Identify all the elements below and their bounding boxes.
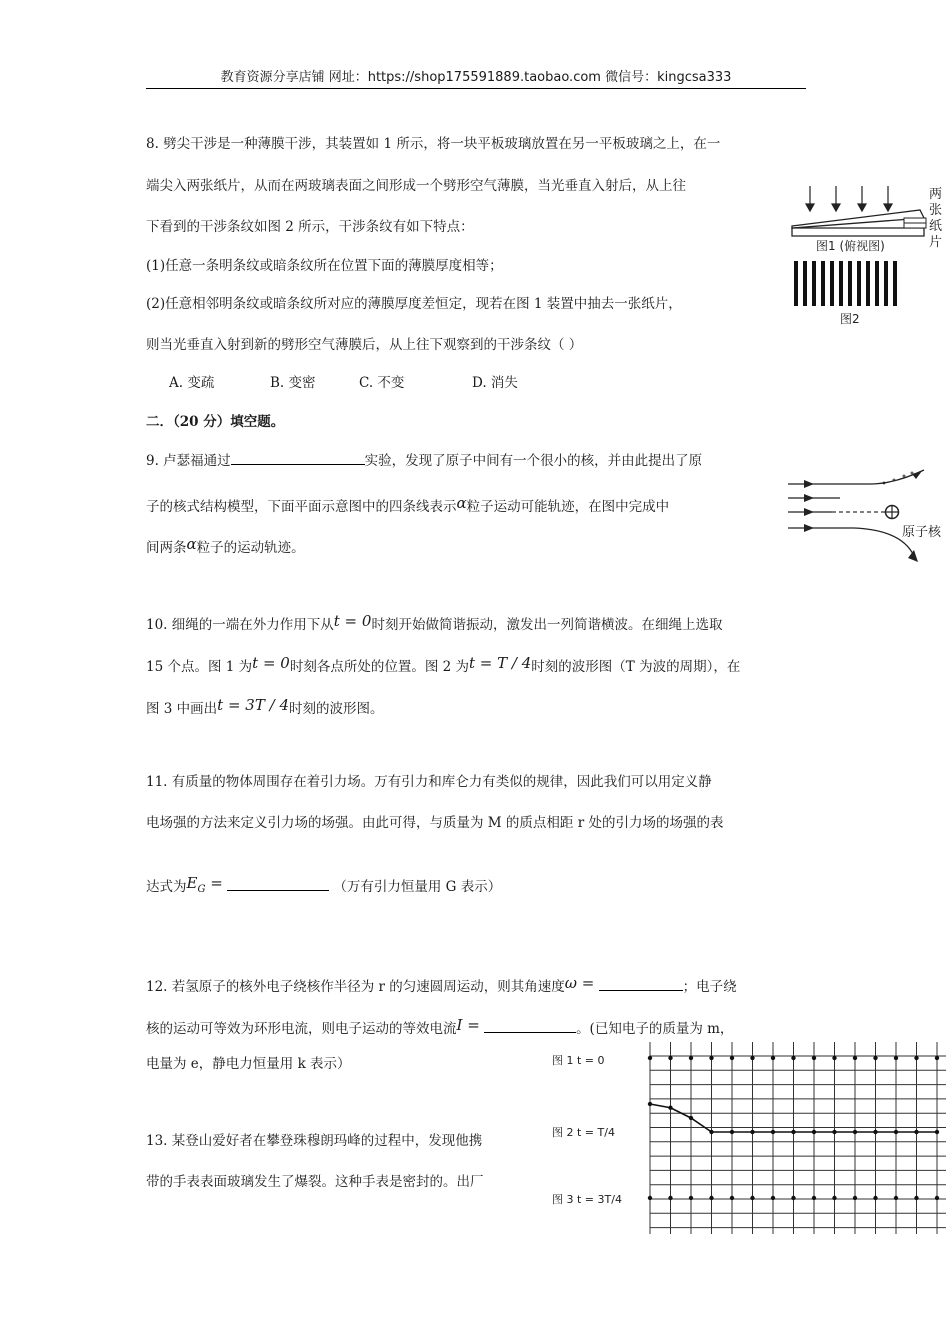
string-point	[709, 1056, 713, 1060]
string-point	[832, 1056, 836, 1060]
alpha-scattering-figure	[784, 468, 950, 572]
option-b: B. 变密	[270, 375, 316, 391]
string-point	[750, 1130, 754, 1134]
fig2-caption: 图2	[840, 312, 860, 326]
fig1-side-label: 两	[929, 187, 943, 202]
section-title: 二．（20 分）填空题。	[146, 414, 285, 430]
string-point	[791, 1196, 795, 1200]
q12-text: ；电子绕	[682, 979, 737, 995]
q10-line1	[146, 611, 722, 635]
string-point	[730, 1130, 734, 1134]
q10-text: 图 3 中画出	[146, 701, 218, 717]
string-point	[853, 1196, 857, 1200]
q8-line5: (2)任意相邻明条纹或暗条纹所对应的薄膜厚度差恒定，现若在图 1 装置中抽去一张纸片，	[146, 296, 682, 312]
string-point	[648, 1102, 652, 1106]
string-point	[812, 1130, 816, 1134]
string-point	[730, 1056, 734, 1060]
q8-line3: 下看到的干涉条纹如图 2 所示，干涉条纹有如下特点：	[146, 219, 474, 235]
string-point	[832, 1130, 836, 1134]
q12-line1	[146, 973, 737, 997]
q12-line3: 电量为 e，静电力恒量用 k 表示）	[146, 1056, 351, 1072]
alpha-symbol: α	[456, 494, 467, 512]
string-point	[853, 1056, 857, 1060]
page-header: 教育资源分享店铺 网址：https://shop175591889.taobao.com 微信号：kingcsa333	[146, 68, 806, 89]
math-current: I =	[456, 1016, 480, 1034]
q9-text: 粒子的运动轨迹。	[196, 540, 305, 556]
string-point	[914, 1056, 918, 1060]
string-point	[668, 1106, 672, 1110]
q12-text: 核的运动可等效为环形电流，则电子运动的等效电流	[146, 1021, 457, 1037]
q8-line2: 端尖入两张纸片，从而在两玻璃表面之间形成一个劈形空气薄膜，当光垂直入射后，从上往	[146, 178, 686, 194]
fig-label-3: 图 3 t = 3T/4	[552, 1193, 622, 1206]
q8-line4: (1)任意一条明条纹或暗条纹所在位置下面的薄膜厚度相等；	[146, 258, 503, 274]
string-point	[914, 1196, 918, 1200]
answer-blank[interactable]	[484, 1020, 576, 1033]
string-point	[935, 1130, 939, 1134]
option-c: C. 不变	[359, 375, 405, 391]
wedge-interference-figure	[788, 180, 948, 330]
answer-blank[interactable]	[599, 978, 683, 991]
math-omega: ω =	[564, 974, 595, 992]
string-point	[689, 1116, 693, 1120]
q11-line2: 电场强的方法来定义引力场的场强。由此可得，与质量为 M 的质点相距 r 处的引力场的场强的表	[146, 815, 724, 831]
string-point	[730, 1196, 734, 1200]
q9-text: 间两条	[146, 540, 187, 556]
option-d: D. 消失	[472, 375, 518, 391]
string-point	[935, 1056, 939, 1060]
q9-text: 子的核式结构模型，下面平面示意图中的四条线表示	[146, 499, 457, 515]
q10-text: 时刻的波形图（T 为波的周期），在	[531, 659, 741, 675]
fig-label-1: 图 1 t = 0	[552, 1054, 605, 1067]
q13-line2: 带的手表表面玻璃发生了爆裂。这种手表是密封的。出厂	[146, 1174, 484, 1190]
string-point	[689, 1196, 693, 1200]
q9-text: 9. 卢瑟福通过	[146, 453, 231, 469]
string-point	[791, 1130, 795, 1134]
math-tT4: t = T / 4	[469, 654, 532, 672]
q9-line3	[146, 534, 305, 558]
q11-line3	[146, 873, 501, 900]
string-point	[791, 1056, 795, 1060]
q11-text: 达式为	[146, 879, 187, 895]
fig-label-2: 图 2 t = T/4	[552, 1126, 615, 1139]
string-point	[668, 1056, 672, 1060]
q12-text: 12. 若氢原子的核外电子绕核作半径为 r 的匀速圆周运动，则其角速度	[146, 979, 565, 995]
q10-line2	[146, 653, 740, 677]
q13-line1: 13. 某登山爱好者在攀登珠穆朗玛峰的过程中，发现他携	[146, 1133, 483, 1149]
string-point	[873, 1056, 877, 1060]
q12-text: 。(已知电子的质量为 m，	[576, 1021, 734, 1037]
q11-text: （万有引力恒量用 G 表示）	[333, 879, 502, 895]
q11-line1: 11. 有质量的物体周围存在着引力场。万有引力和库仑力有类似的规律，因此我们可以用定义静	[146, 774, 712, 790]
string-point	[894, 1056, 898, 1060]
math-t3T4: t = 3T / 4	[217, 696, 289, 714]
q10-line3	[146, 695, 384, 719]
string-point	[853, 1130, 857, 1134]
string-point	[894, 1130, 898, 1134]
q8-line6: 则当光垂直入射到新的劈形空气薄膜后，从上往下观察到的干涉条纹（ ）	[146, 337, 583, 353]
q9-line2	[146, 493, 669, 517]
string-point	[873, 1130, 877, 1134]
string-point	[832, 1196, 836, 1200]
string-point	[668, 1196, 672, 1200]
fig1-side-label: 片	[929, 235, 943, 250]
string-point	[771, 1196, 775, 1200]
q8-line1: 8. 劈尖干涉是一种薄膜干涉，其装置如 1 所示，将一块平板玻璃放置在另一平板玻璃之上，在一	[146, 136, 721, 152]
fig1-caption: 图1 (俯视图)	[816, 239, 885, 253]
answer-blank[interactable]	[231, 452, 365, 465]
string-point	[935, 1196, 939, 1200]
string-point	[750, 1196, 754, 1200]
math-t0: t = 0	[333, 612, 372, 630]
string-point	[771, 1130, 775, 1134]
interference-fringes	[794, 261, 897, 306]
string-point	[873, 1196, 877, 1200]
q9-text: 实验，发现了原子中间有一个很小的核，并由此提出了原	[364, 453, 703, 469]
string-point	[709, 1130, 713, 1134]
string-point	[894, 1196, 898, 1200]
answer-blank[interactable]	[227, 878, 329, 891]
alpha-symbol: α	[186, 535, 197, 553]
nucleus-label: 原子核	[902, 525, 942, 540]
q10-text: 时刻开始做简谐振动，激发出一列简谐横波。在细绳上选取	[371, 617, 723, 633]
string-point	[709, 1196, 713, 1200]
q10-text: 时刻的波形图。	[289, 701, 384, 717]
q10-text: 15 个点。图 1 为	[146, 659, 253, 675]
string-point	[771, 1056, 775, 1060]
option-a: A. 变疏	[169, 375, 215, 391]
q12-line2	[146, 1015, 733, 1039]
q9-line1	[146, 451, 702, 471]
math-t0: t = 0	[252, 654, 290, 672]
string-point	[914, 1130, 918, 1134]
fig1-side-label: 纸	[929, 219, 943, 234]
string-point	[812, 1196, 816, 1200]
string-point	[648, 1196, 652, 1200]
wave-grid-figure	[548, 1038, 948, 1238]
math-eg: $E_G$ =	[186, 874, 223, 895]
fig1-side-label: 张	[929, 203, 943, 218]
string-point	[812, 1056, 816, 1060]
q9-text: 粒子运动可能轨迹，在图中完成中	[466, 499, 670, 515]
string-point	[689, 1056, 693, 1060]
string-point	[648, 1056, 652, 1060]
string-point	[750, 1056, 754, 1060]
q10-text: 10. 细绳的一端在外力作用下从	[146, 617, 334, 633]
q10-text: 时刻各点所处的位置。图 2 为	[289, 659, 470, 675]
